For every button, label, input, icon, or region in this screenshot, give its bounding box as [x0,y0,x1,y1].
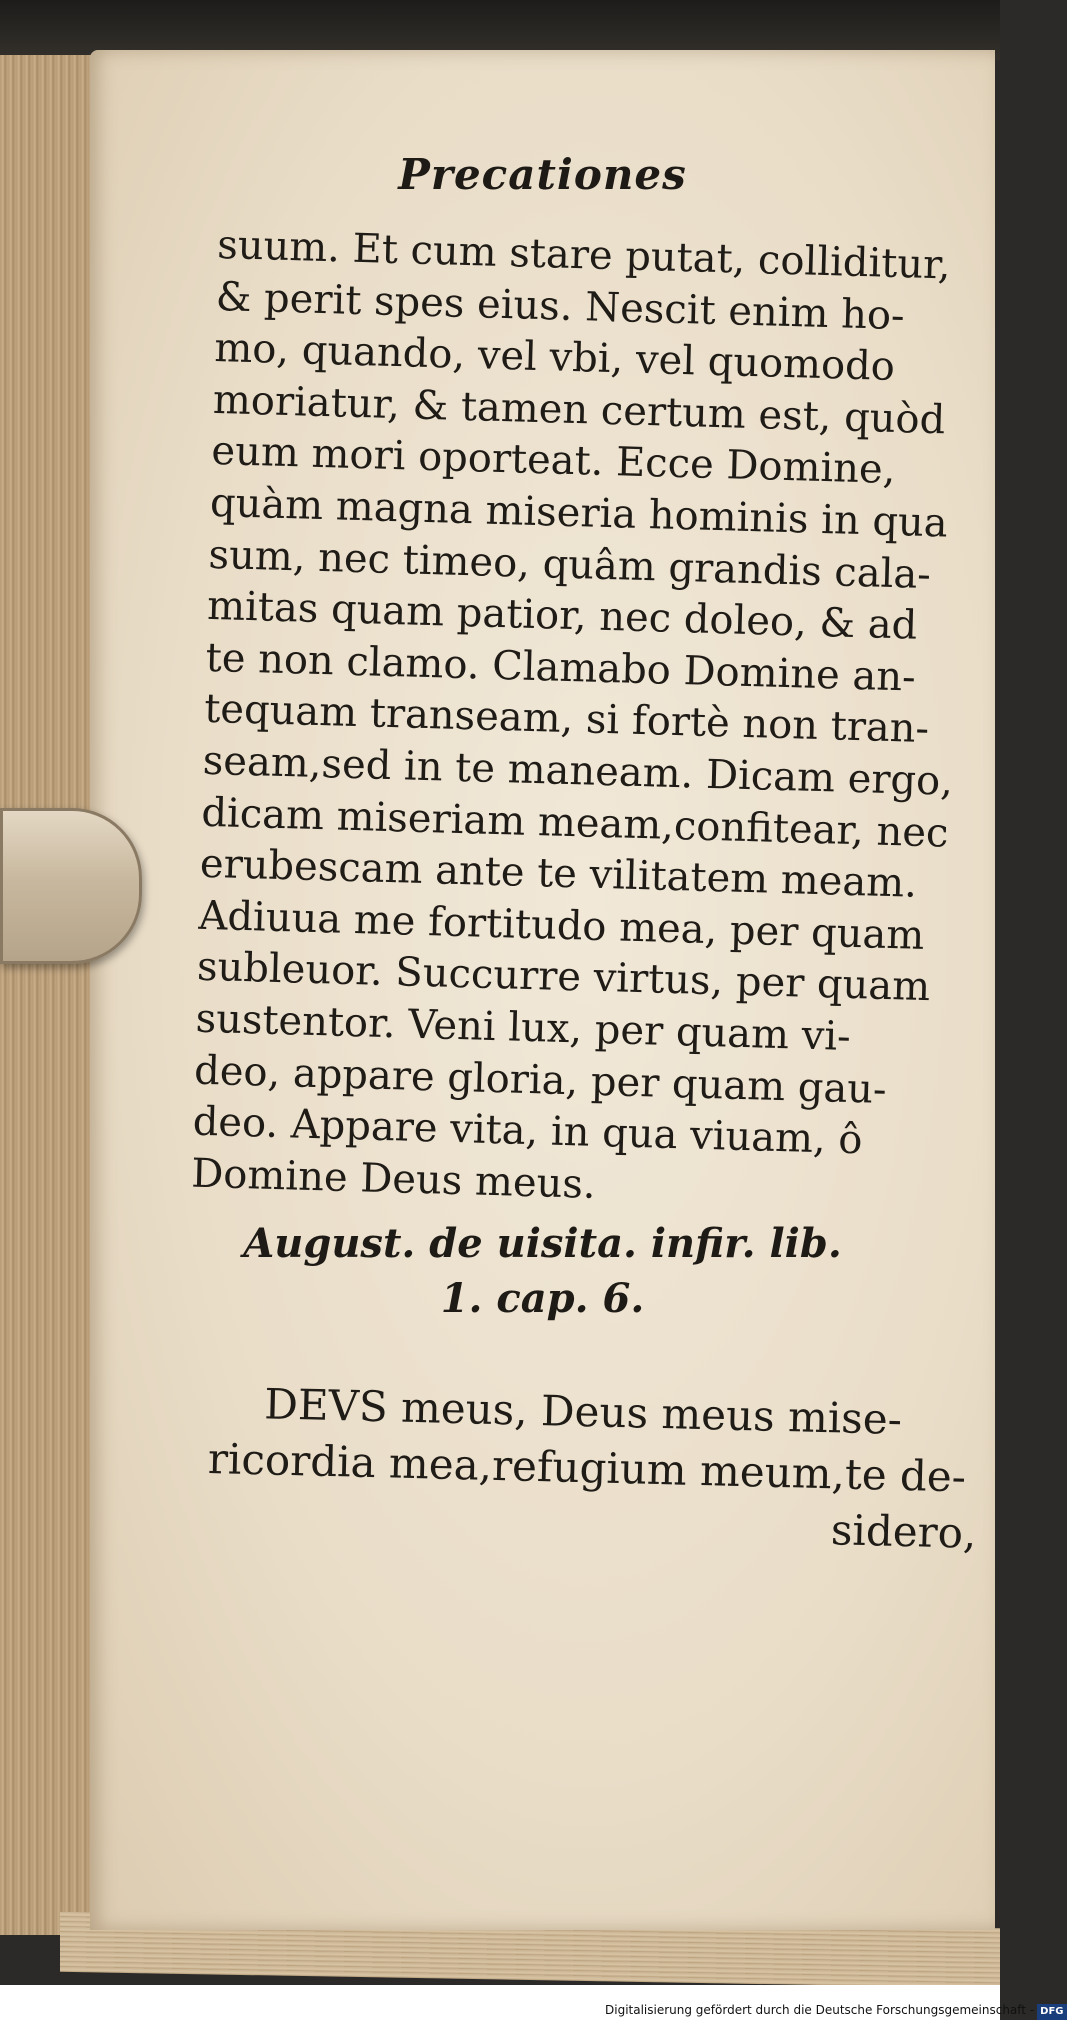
digitization-credit [605,2000,1064,2020]
book-page [90,50,995,1930]
running-head: Precationes [398,150,687,199]
credit-text: Digitalisierung gefördert durch die Deutsche Forschungsgemeinschaft - [605,2003,1035,2017]
text-line: mitas quam patior, nec doleo, & ad [206,583,918,649]
text-line: & perit spes eius. Nescit enim ho- [215,273,906,339]
text-line: sustentor. Veni lux, per quam vi- [195,995,852,1060]
prayer-paragraph-1 [191,220,968,1221]
text-line: deo, appare gloria, per quam gau- [193,1047,888,1113]
book-clasp [0,808,142,964]
text-line: ricordia mea,refugium meum,te de- [207,1433,967,1502]
prayer-paragraph-2 [206,1375,980,1562]
text-line: Adiuua me fortitudo mea, per quam [197,892,925,959]
text-line: sidero, [830,1505,977,1558]
text-line: suum. Et cum stare putat, colliditur, [216,221,952,289]
text-line: moriatur, & tamen certum est, quòd [212,376,946,444]
text-line: seam,sed in te maneam. Dicam ergo, [202,737,954,805]
text-line: Domine Deus meus. [190,1150,597,1208]
book-page-edges [0,55,97,1935]
text-line: tequam transeam, si fortè non tran- [203,686,930,753]
text-line: quàm magna miseria hominis in qua [209,479,949,547]
dfg-logo: DFG [1037,2004,1066,2020]
text-line: sum, nec timeo, quâm grandis cala- [208,531,932,598]
text-line: DEVS meus, Deus meus mise- [263,1379,903,1444]
text-line: subleuor. Succurre virtus, per quam [196,944,931,1011]
text-line: eum mori oporteat. Ecce Domine, [210,428,897,494]
text-line: dicam miseriam meam,confitear, nec [200,789,950,857]
text-line: mo, quando, vel vbi, vel quomodo [213,325,896,391]
section-heading-line-2: 1. cap. 6. [440,1275,645,1322]
section-heading-line-1: August. de uisita. infir. lib. [243,1220,842,1267]
text-line: te non clamo. Clamabo Domine an- [205,634,917,701]
text-line: deo. Appare vita, in qua viuam, ô [192,1098,864,1164]
text-line: erubescam ante te vilitatem meam. [199,840,918,907]
